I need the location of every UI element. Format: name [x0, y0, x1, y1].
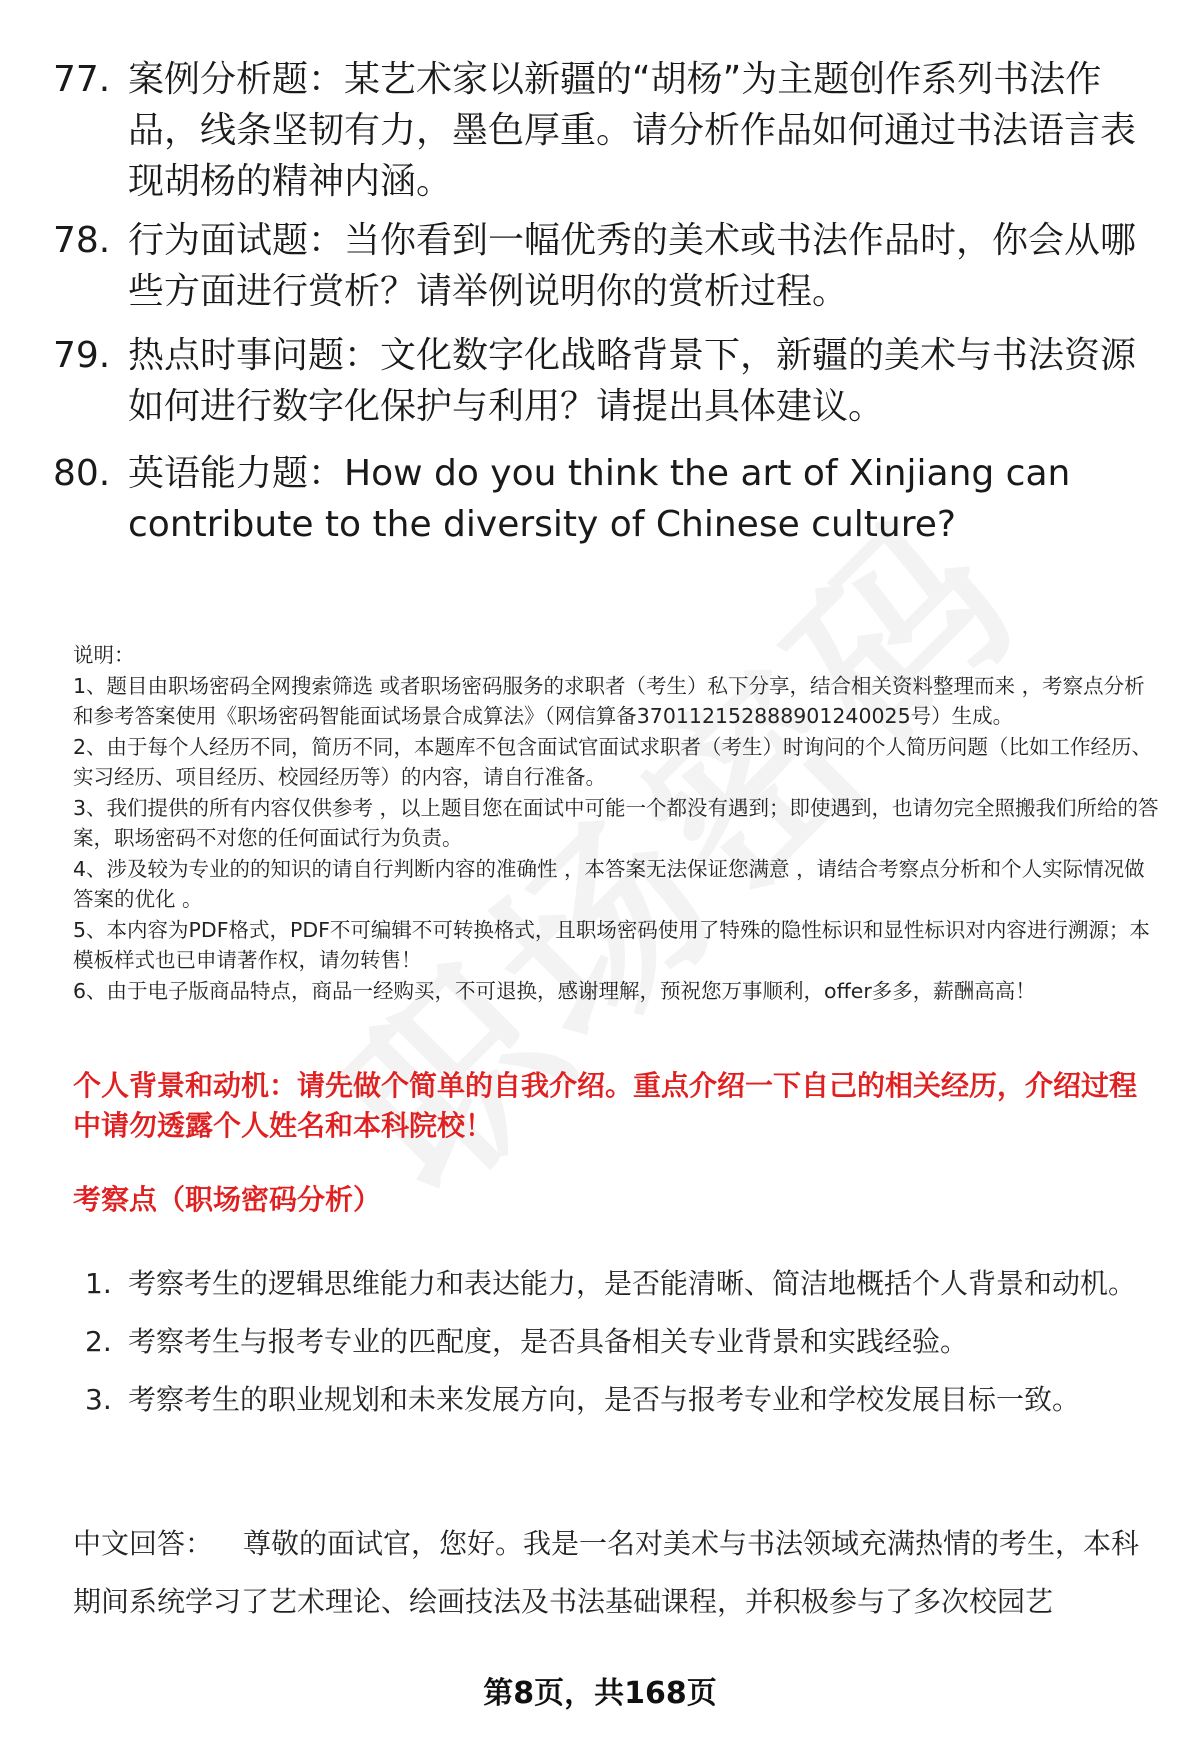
note-item: 4、涉及较为专业的的知识的请自行判断内容的准确性 ，本答案无法保证您满意 ，请结合考察点分析和个人实际情况做答案的优化 。: [73, 856, 1145, 911]
answer-label: 中文回答：: [73, 1527, 214, 1560]
list-number: 2.: [85, 1325, 112, 1358]
answer-text: 尊敬的面试官，您好。我是一名对美术与书法领域充满热情的考生，本科期间系统学习了艺术理论、绘画技法及书法基础课程，并积极参与了多次校园艺: [73, 1527, 1140, 1618]
question-text: 热点时事问题：文化数字化战略背景下，新疆的美术与书法资源如何进行数字化保护与利用？请提出具体建议。: [128, 335, 1137, 427]
note-item: 5、本内容为PDF格式，PDF不可编辑不可转换格式，且职场密码使用了特殊的隐性标识和显性标识对内容进行溯源；本模板样式也已申请著作权，请勿转售！: [73, 917, 1150, 972]
list-number: 1.: [85, 1267, 112, 1300]
section-question-heading: 个人背景和动机：请先做个简单的自我介绍。重点介绍一下自己的相关经历，介绍过程中请勿透露个人姓名和本科院校！: [73, 1069, 1138, 1142]
question-77: [53, 54, 1153, 207]
points-list: [73, 1255, 1163, 1429]
list-number: 3.: [85, 1383, 112, 1416]
answer-paragraph: [73, 1515, 1163, 1631]
points-heading: 考察点（职场密码分析）: [73, 1183, 382, 1216]
note-item: 1、题目由职场密码全网搜索筛选 或者职场密码服务的求职者（考生）私下分享，结合相关资料整理而来 ，考察点分析和参考答案使用《职场密码智能面试场景合成算法》（网信算备370112152888901240025号）生成。: [73, 673, 1145, 728]
list-item-text: 考察考生的职业规划和未来发展方向，是否与报考专业和学校发展目标一致。: [128, 1383, 1081, 1416]
disclaimer-notes: [73, 640, 1163, 1006]
question-79: [53, 330, 1153, 432]
question-number: 78.: [53, 220, 111, 261]
list-item-text: 考察考生的逻辑思维能力和表达能力，是否能清晰、简洁地概括个人背景和动机。: [128, 1267, 1137, 1300]
list-item: [73, 1371, 1163, 1429]
question-text: 案例分析题：某艺术家以新疆的“胡杨”为主题创作系列书法作品，线条坚韧有力，墨色厚重。请分析作品如何通过书法语言表现胡杨的精神内涵。: [128, 59, 1137, 202]
question-number: 80.: [53, 453, 111, 494]
question-80: [53, 448, 1153, 550]
question-text: 英语能力题：How do you think the art of Xinjiang can contribute to the diversity of Chinese culture?: [128, 453, 1071, 545]
note-item: 6、由于电子版商品特点，商品一经购买，不可退换，感谢理解，预祝您万事顺利，offer多多，薪酬高高！: [73, 978, 1036, 1003]
question-number: 79.: [53, 335, 111, 376]
page-footer: 第8页，共168页: [483, 1676, 717, 1711]
note-item: 2、由于每个人经历不同，简历不同，本题库不包含面试官面试求职者（考生）时询问的个人简历问题（比如工作经历、实习经历、项目经历、校园经历等）的内容，请自行准备。: [73, 734, 1153, 789]
list-item: [73, 1313, 1163, 1371]
note-item: 3、我们提供的所有内容仅供参考 ，以上题目您在面试中可能一个都没有遇到；即使遇到，也请勿完全照搬我们所给的答案，职场密码不对您的任何面试行为负责。: [73, 795, 1159, 850]
question-text: 行为面试题：当你看到一幅优秀的美术或书法作品时，你会从哪些方面进行赏析？请举例说明你的赏析过程。: [128, 220, 1137, 312]
question-number: 77.: [53, 59, 111, 100]
list-item-text: 考察考生与报考专业的匹配度，是否具备相关专业背景和实践经验。: [128, 1325, 969, 1358]
notes-title: 说明：: [73, 643, 135, 667]
question-78: [53, 215, 1153, 317]
list-item: [73, 1255, 1163, 1313]
